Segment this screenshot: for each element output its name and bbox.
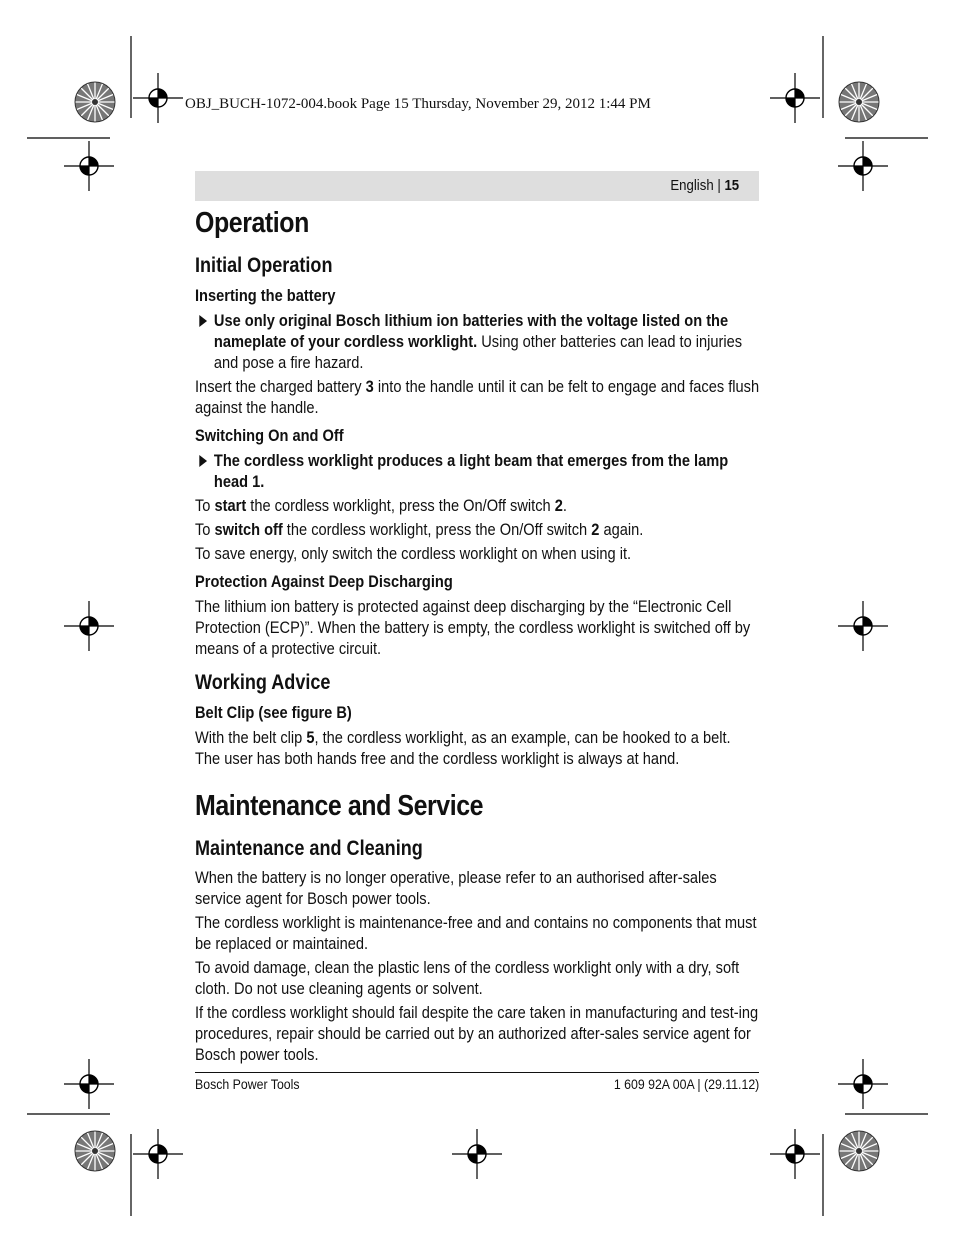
protection-paragraph: The lithium ion battery is protected against deep discharging by the “Electronic Cell Protection (ECP)”. When the battery is empty, the cordless worklight is switched off by means of a protective circuit. [195,597,751,658]
text: With the belt clip [195,728,307,747]
ref-number: 2 [554,496,563,515]
light-beam-warning-bold: The cordless worklight produces a light beam that emerges from the lamp head 1. [213,451,729,491]
header-text [670,177,739,194]
content-column [195,206,759,1065]
ref-number: 5 [306,728,315,747]
warning-arrow-icon [199,315,207,327]
maintenance-paragraph-2: The cordless worklight is maintenance-free and and contains no components that must be replaced or maintained. [195,913,757,953]
light-beam-warning [195,450,759,492]
heading-working-advice: Working Advice [195,671,331,694]
maintenance-paragraph-3: To avoid damage, clean the plastic lens of the cordless worklight only with a dry, soft cloth. Do not use cleaning agents or solvent. [195,958,740,998]
keyword: start [214,496,247,515]
keyword: switch off [214,520,283,539]
heading-operation: Operation [195,207,309,239]
heading-inserting-battery: Inserting the battery [195,286,336,305]
insert-battery-paragraph [195,376,759,418]
switch-off-paragraph [195,519,759,540]
footer-rule [195,1072,759,1073]
maintenance-paragraph-4: If the cordless worklight should fail despite the care taken in manufacturing and test-ing procedures, repair should be carried out by an authorized after-sales service agent for Bosch power tools. [195,1003,759,1064]
maintenance-paragraph-1: When the battery is no longer operative, please refer to an authorised after-sales service agent for Bosch power tools. [195,868,717,908]
text: into the handle until it can be felt to engage and faces flush against the handle. [195,377,760,417]
heading-initial-operation: Initial Operation [195,254,333,277]
save-energy-paragraph: To save energy, only switch the cordless worklight on when using it. [195,544,632,563]
warning-arrow-icon [199,455,207,467]
heading-protection: Protection Against Deep Discharging [195,572,453,591]
page-content [195,206,759,1068]
page-header [195,171,759,201]
belt-clip-paragraph [195,727,759,769]
footer-doc-number: 1 609 92A 00A | (29.11.12) [613,1076,759,1092]
heading-switching: Switching On and Off [195,426,344,445]
page-number: 15 [724,177,739,194]
battery-warning-rest: Using other batteries can lead to injuries and pose a fire hazard. [213,332,743,372]
text: the cordless worklight, press the On/Off switch [282,520,592,539]
header-language: English [670,177,714,194]
text: To [195,520,215,539]
battery-warning-bold: Use only original Bosch lithium ion batteries with the voltage listed on the nameplate of your cordless worklight. [213,311,729,351]
text: To [195,496,215,515]
text: Insert the charged battery [195,377,366,396]
heading-maintenance-service: Maintenance and Service [195,790,484,822]
footer-publisher: Bosch Power Tools [195,1076,300,1092]
printer-slug-line: OBJ_BUCH-1072-004.book Page 15 Thursday, November 29, 2012 1:44 PM [185,96,651,112]
text: . [562,496,567,515]
text: again. [599,520,644,539]
ref-number: 2 [591,520,600,539]
heading-maintenance-cleaning: Maintenance and Cleaning [195,837,423,860]
battery-warning [195,310,759,373]
start-paragraph [195,495,759,516]
text: the cordless worklight, press the On/Off switch [246,496,555,515]
ref-number: 3 [365,377,374,396]
text: , the cordless worklight, as an example, can be hooked to a belt. The user has both hands free and the cordless worklight is always at hand. [195,728,731,768]
header-separator: | [713,177,725,194]
heading-belt-clip: Belt Clip (see figure B) [195,703,352,722]
